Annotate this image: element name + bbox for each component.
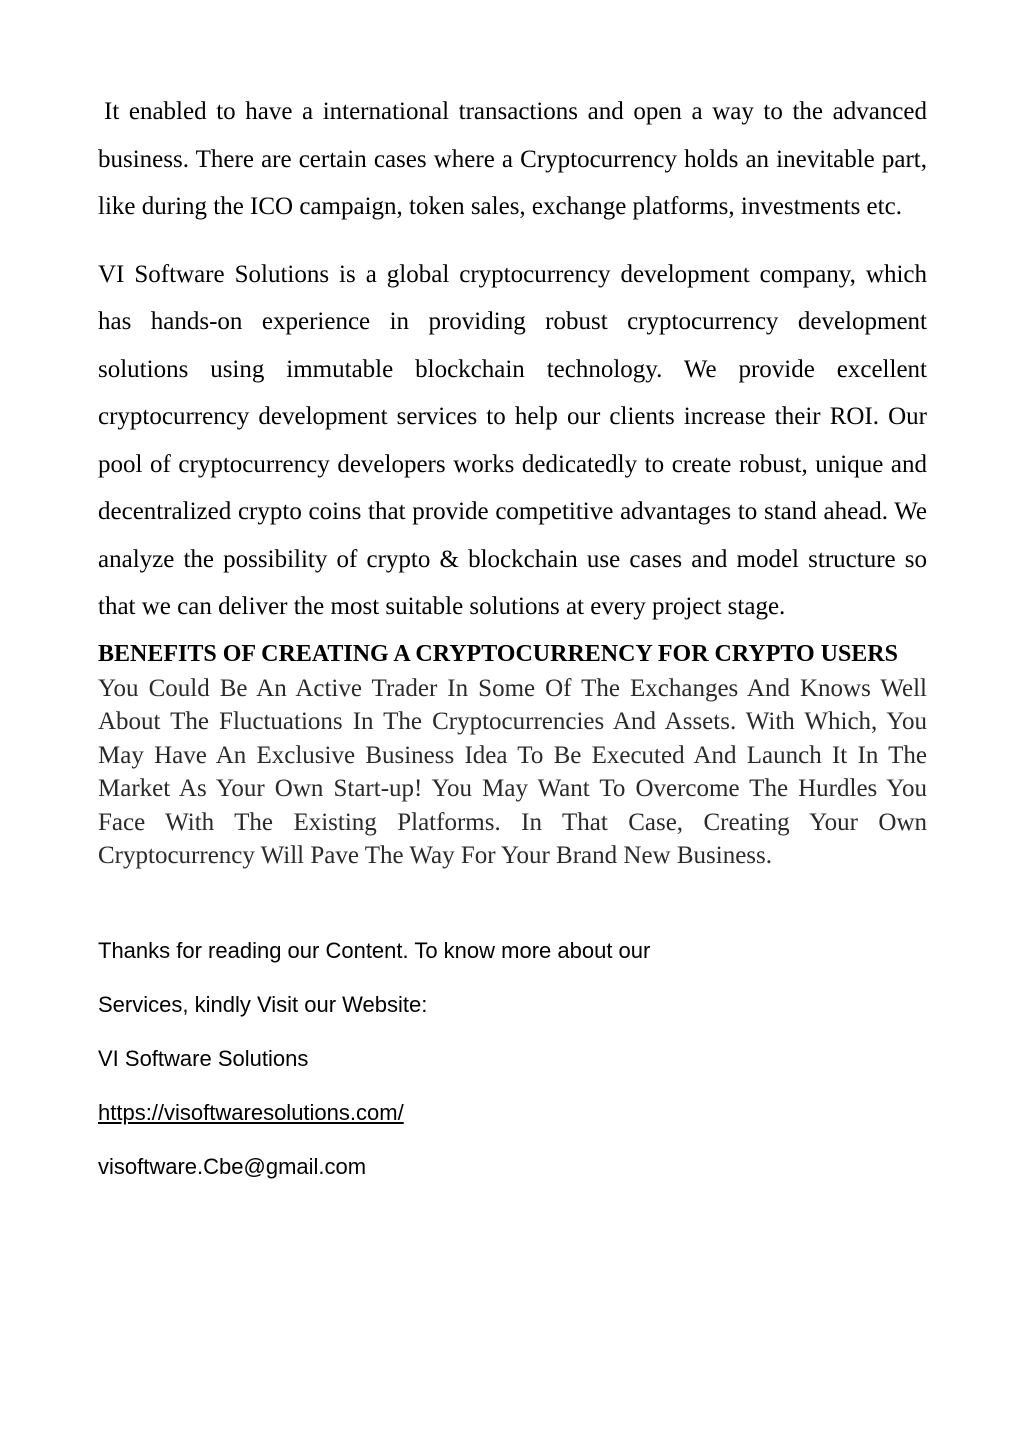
website-link[interactable]: https://visoftwaresolutions.com/: [98, 1100, 404, 1126]
company-name: VI Software Solutions: [98, 1046, 309, 1072]
benefits-heading: BENEFITS OF CREATING A CRYPTOCURRENCY FOR CRYPTO USERS: [98, 640, 898, 667]
visit-line: Services, kindly Visit our Website:: [98, 992, 428, 1018]
thanks-line: Thanks for reading our Content. To know more about our: [98, 938, 651, 964]
benefits-paragraph: You Could Be An Active Trader In Some Of The Exchanges And Knows Well About The Fluctuations In The Cryptocurrencies And Assets. With Which, You May Have An Exclusive Business Idea To Be Executed And Launch It In The Market As Your Own Start-up! You May Want To Overcome The Hurdles You Face With The Existing Platforms. In That Case, Creating Your Own Cryptocurrency Will Pave The Way For Your Brand New Business.: [98, 674, 927, 870]
document-page: [98, 88, 927, 1207]
intro-paragraph: It enabled to have a international transactions and open a way to the advanced business. There are certain cases where a Cryptocurrency holds an inevitable part, like during the ICO campaign, token sales, exchange platforms, investments etc.: [98, 98, 927, 220]
company-paragraph: VI Software Solutions is a global cryptocurrency development company, which has hands-on experience in providing robust cryptocurrency development solutions using immutable blockchain technology. We provide excellent cryptocurrency development services to help our clients increase their ROI. Our pool of cryptocurrency developers works dedicatedly to create robust, unique and decentralized crypto coins that provide competitive advantages to stand ahead. We analyze the possibility of crypto & blockchain use cases and model structure so that we can deliver the most suitable solutions at every project stage.: [98, 260, 927, 620]
email-address: visoftware.Cbe@gmail.com: [98, 1154, 367, 1180]
contact-section: [98, 937, 927, 1181]
